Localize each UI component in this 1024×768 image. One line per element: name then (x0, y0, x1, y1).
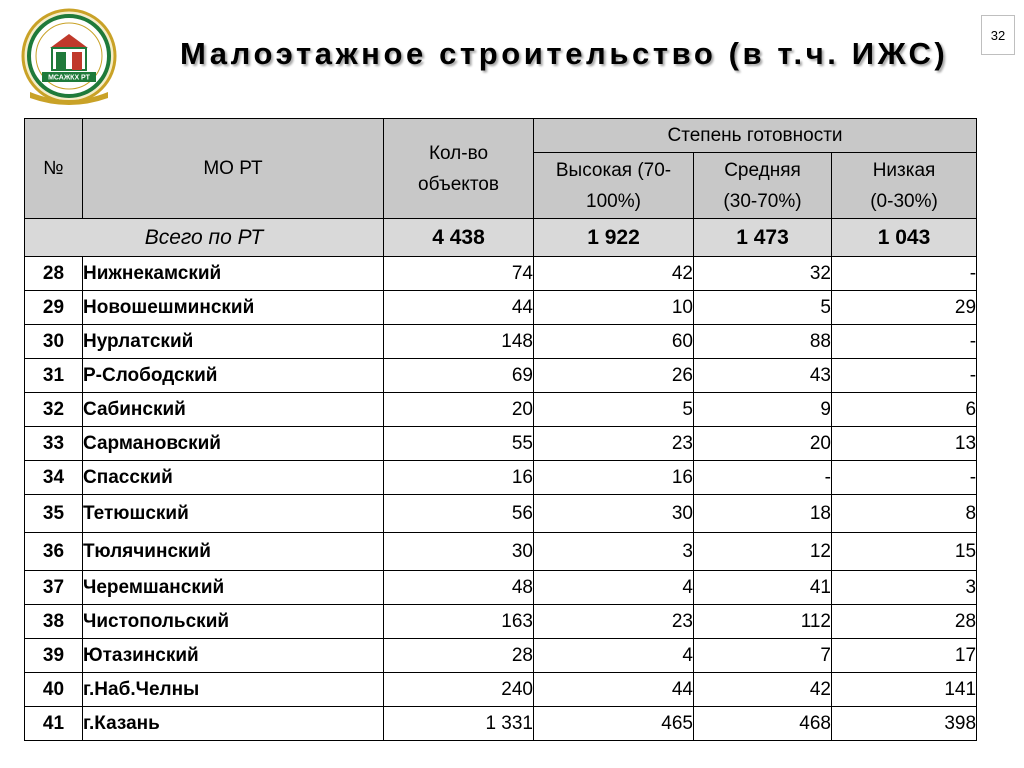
row-name: Спасский (83, 461, 384, 495)
row-name: Чистопольский (83, 605, 384, 639)
table-row (25, 673, 977, 707)
row-low: 28 (832, 605, 977, 639)
table-row (25, 393, 977, 427)
row-count: 48 (384, 571, 534, 605)
table-row (25, 257, 977, 291)
row-count: 69 (384, 359, 534, 393)
table-row (25, 533, 977, 571)
row-low: - (832, 359, 977, 393)
row-medium: 468 (694, 707, 832, 741)
row-medium: 42 (694, 673, 832, 707)
ministry-logo (12, 6, 126, 110)
page-title: Малоэтажное строительство (в т.ч. ИЖС) (180, 36, 949, 71)
row-high: 23 (534, 427, 694, 461)
row-low: 29 (832, 291, 977, 325)
row-count: 74 (384, 257, 534, 291)
row-name: Нурлатский (83, 325, 384, 359)
header-medium: Средняя (30-70%) (694, 153, 832, 219)
table-row (25, 639, 977, 673)
row-medium: 43 (694, 359, 832, 393)
table-row (25, 605, 977, 639)
row-low: 3 (832, 571, 977, 605)
row-high: 44 (534, 673, 694, 707)
row-name: Ютазинский (83, 639, 384, 673)
row-name: Новошешминский (83, 291, 384, 325)
row-low: 6 (832, 393, 977, 427)
row-name: г.Наб.Челны (83, 673, 384, 707)
row-count: 148 (384, 325, 534, 359)
row-high: 30 (534, 495, 694, 533)
row-num: 41 (25, 707, 83, 741)
row-num: 36 (25, 533, 83, 571)
row-count: 56 (384, 495, 534, 533)
row-num: 39 (25, 639, 83, 673)
row-num: 38 (25, 605, 83, 639)
row-low: - (832, 257, 977, 291)
row-medium: 32 (694, 257, 832, 291)
row-name: Р-Слободский (83, 359, 384, 393)
row-high: 26 (534, 359, 694, 393)
row-count: 30 (384, 533, 534, 571)
header-readiness: Степень готовности (534, 119, 977, 153)
row-high: 3 (534, 533, 694, 571)
row-medium: - (694, 461, 832, 495)
row-low: 13 (832, 427, 977, 461)
header-count: Кол-во объектов (384, 119, 534, 219)
row-name: Черемшанский (83, 571, 384, 605)
row-medium: 112 (694, 605, 832, 639)
table-row (25, 571, 977, 605)
total-high: 1 922 (534, 219, 694, 257)
row-count: 240 (384, 673, 534, 707)
total-medium: 1 473 (694, 219, 832, 257)
row-num: 29 (25, 291, 83, 325)
row-name: г.Казань (83, 707, 384, 741)
table-row (25, 291, 977, 325)
table-row (25, 495, 977, 533)
emblem-icon (12, 6, 126, 110)
construction-table (24, 118, 977, 741)
row-low: 17 (832, 639, 977, 673)
row-high: 60 (534, 325, 694, 359)
table-row (25, 427, 977, 461)
row-num: 32 (25, 393, 83, 427)
row-medium: 41 (694, 571, 832, 605)
header-row-1 (25, 119, 977, 153)
row-count: 16 (384, 461, 534, 495)
row-name: Сабинский (83, 393, 384, 427)
row-low: - (832, 325, 977, 359)
row-medium: 18 (694, 495, 832, 533)
row-num: 40 (25, 673, 83, 707)
row-low: 141 (832, 673, 977, 707)
row-count: 44 (384, 291, 534, 325)
row-count: 28 (384, 639, 534, 673)
row-medium: 88 (694, 325, 832, 359)
row-num: 28 (25, 257, 83, 291)
row-name: Тюлячинский (83, 533, 384, 571)
table-row (25, 325, 977, 359)
row-num: 35 (25, 495, 83, 533)
row-low: 15 (832, 533, 977, 571)
row-medium: 7 (694, 639, 832, 673)
table-row (25, 707, 977, 741)
row-high: 4 (534, 571, 694, 605)
header-num: № (25, 119, 83, 219)
row-low: 8 (832, 495, 977, 533)
table-row (25, 461, 977, 495)
row-low: 398 (832, 707, 977, 741)
header-mo: МО РТ (83, 119, 384, 219)
row-count: 55 (384, 427, 534, 461)
row-high: 10 (534, 291, 694, 325)
total-row (25, 219, 977, 257)
logo-text: МСАЖКХ РТ (48, 74, 90, 82)
row-medium: 12 (694, 533, 832, 571)
row-name: Тетюшский (83, 495, 384, 533)
row-num: 33 (25, 427, 83, 461)
row-low: - (832, 461, 977, 495)
row-medium: 20 (694, 427, 832, 461)
page-number: 32 (981, 15, 1015, 55)
row-name: Нижнекамский (83, 257, 384, 291)
row-high: 5 (534, 393, 694, 427)
header-high: Высокая (70-100%) (534, 153, 694, 219)
row-high: 16 (534, 461, 694, 495)
row-medium: 9 (694, 393, 832, 427)
row-num: 34 (25, 461, 83, 495)
row-medium: 5 (694, 291, 832, 325)
total-low: 1 043 (832, 219, 977, 257)
row-high: 42 (534, 257, 694, 291)
total-count: 4 438 (384, 219, 534, 257)
row-name: Сармановский (83, 427, 384, 461)
row-count: 20 (384, 393, 534, 427)
row-high: 465 (534, 707, 694, 741)
row-num: 37 (25, 571, 83, 605)
row-high: 4 (534, 639, 694, 673)
row-count: 1 331 (384, 707, 534, 741)
total-label: Всего по РТ (25, 219, 384, 257)
table-row (25, 359, 977, 393)
row-num: 30 (25, 325, 83, 359)
row-count: 163 (384, 605, 534, 639)
row-high: 23 (534, 605, 694, 639)
header-low: Низкая (0-30%) (832, 153, 977, 219)
row-num: 31 (25, 359, 83, 393)
